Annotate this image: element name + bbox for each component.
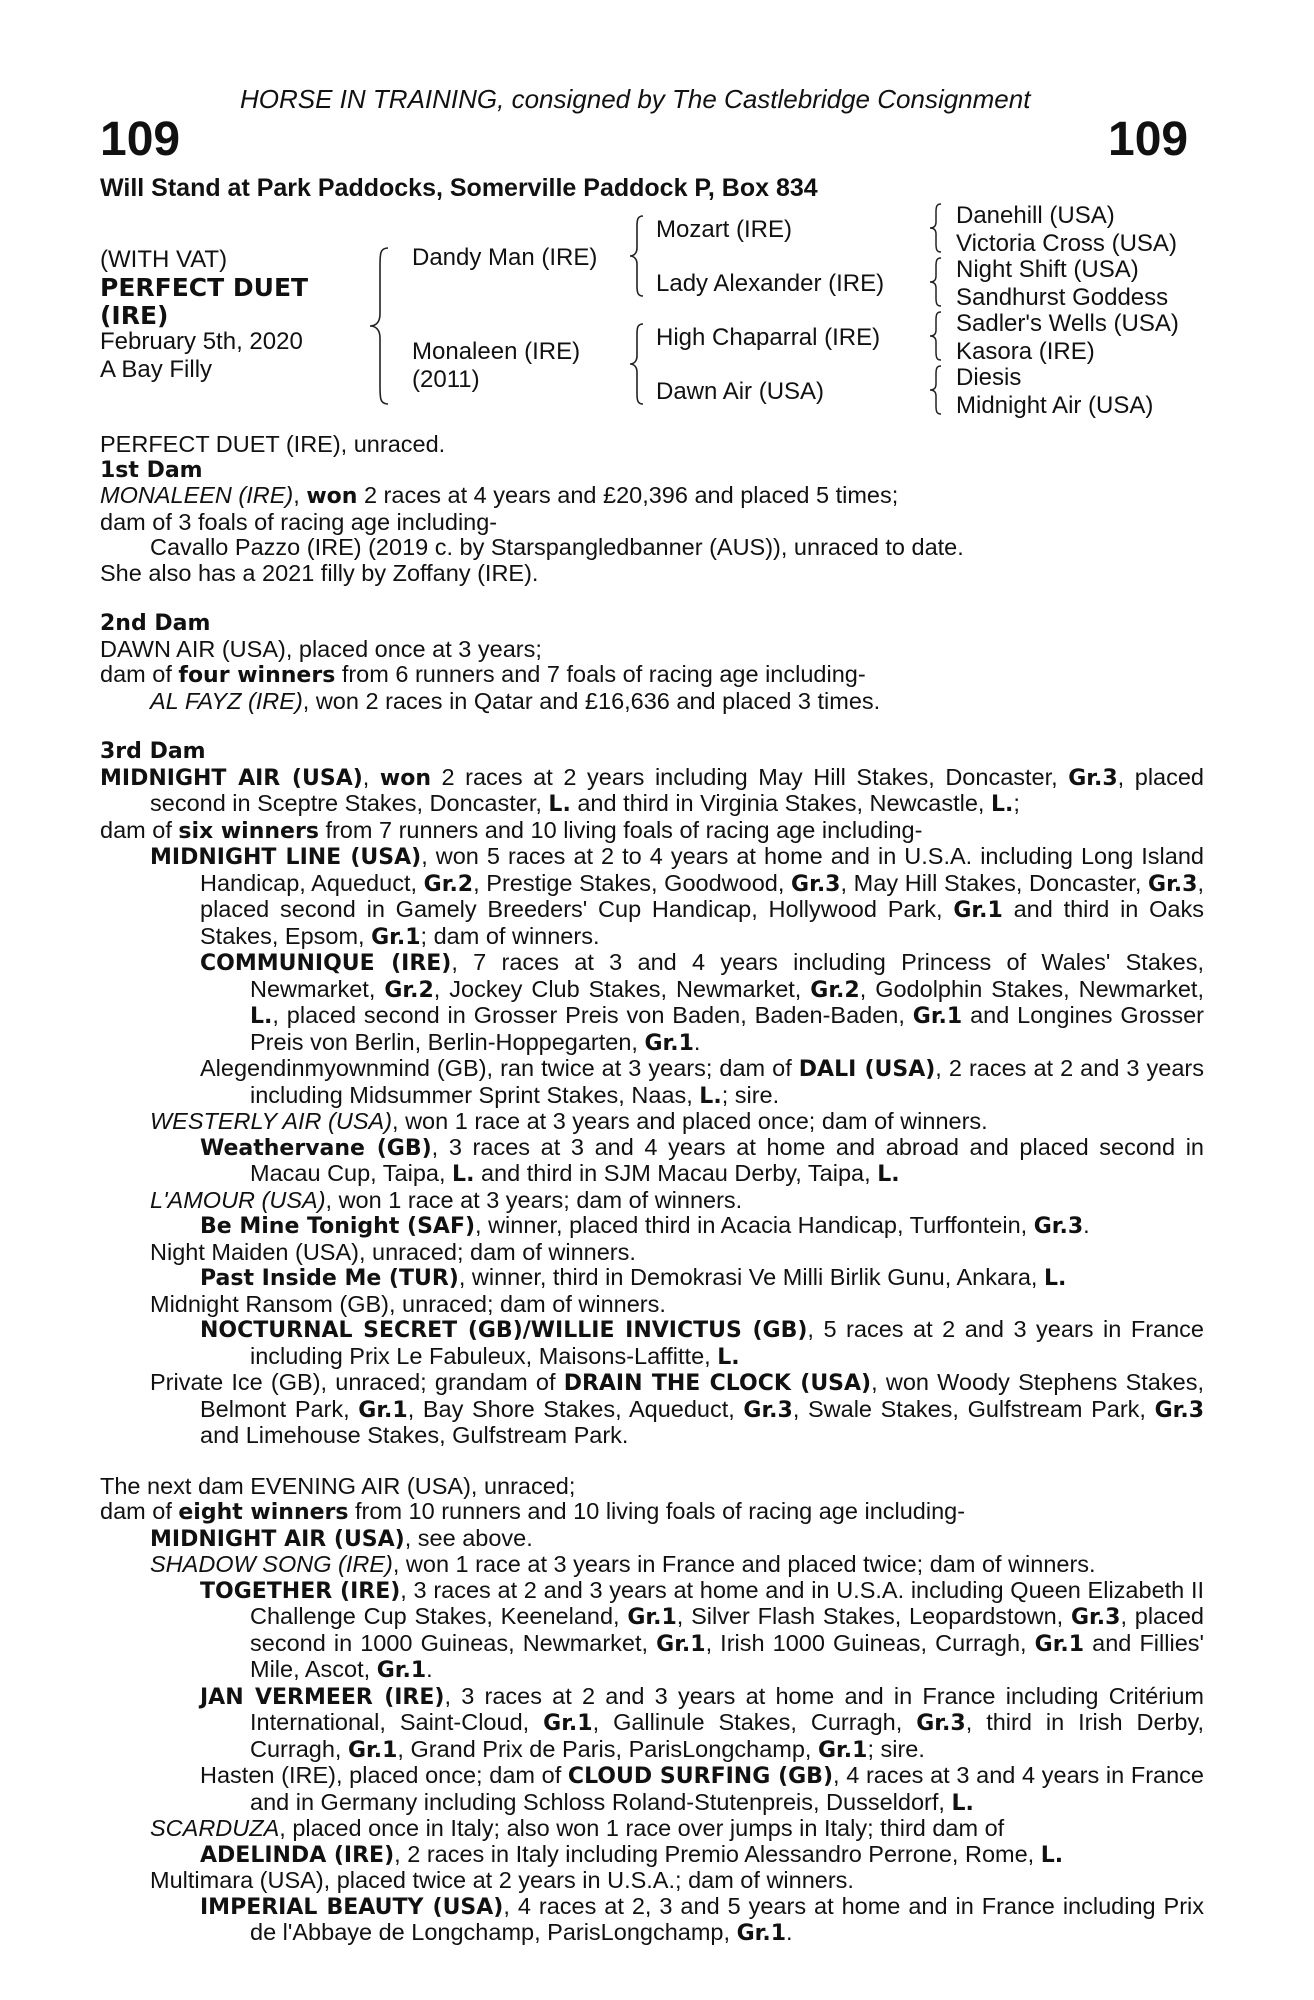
produce-entry: COMMUNIQUE (IRE), 7 races at 3 and 4 years including Princess of Wales' Stakes, Newmarket, Gr.2, Jockey Club Stakes, Newmarket, Gr.2, Godolphin Stakes, Newmarket, L., placed second in Grosser Preis von Baden, Baden-Baden, Gr.1 and Longines Grosser Preis von Berlin, Berlin-Hoppegarten, Gr.1. xyxy=(200,949,1204,1056)
produce-entry: Night Maiden (USA), unraced; dam of winners. xyxy=(150,1238,636,1265)
horse-name-suffix: (IRE) xyxy=(100,301,169,330)
produce-entry: SCARDUZA, placed once in Italy; also won 1 race over jumps in Italy; third dam of xyxy=(150,1815,1005,1841)
produce-entry: SHADOW SONG (IRE), won 1 race at 3 years in France and placed twice; dam of winners. xyxy=(150,1551,1096,1577)
first-dam-para: dam of 3 foals of racing age including- xyxy=(100,508,498,535)
produce-entry: MIDNIGHT LINE (USA), won 5 races at 2 to 4 years at home and in U.S.A. including Long Island Handicap, Aqueduct, Gr.2, Prestige Stakes, Goodwood, Gr.3, May Hill Stakes, Doncaster, Gr.3, placed second in Gamely Breeders' Cup Handicap, Hollywood Park, Gr.1 and third in Oaks Stakes, Epsom, Gr.1; dam of winners. xyxy=(150,843,1204,950)
produce-entry: TOGETHER (IRE), 3 races at 2 and 3 years at home and in U.S.A. including Queen Elizabeth II Challenge Cup Stakes, Keeneland, Gr.1, Silver Flash Stakes, Leopardstown, Gr.3, placed second in 1000 Guineas, Newmarket, Gr.1, Irish 1000 Guineas, Curragh, Gr.1 and Fillies' Mile, Ascot, Gr.1. xyxy=(200,1576,1205,1683)
produce-entry: WESTERLY AIR (USA), won 1 race at 3 years and placed once; dam of winners. xyxy=(150,1108,988,1134)
second-dam-heading: 2nd Dam xyxy=(100,611,211,636)
produce-entry: Weathervane (GB), 3 races at 3 and 4 years at home and abroad and placed second in Macau Cup, Taipa, L. and third in SJM Macau Derby, Taipa, L. xyxy=(200,1133,1205,1187)
foaling-date: February 5th, 2020 xyxy=(100,328,303,355)
gen3-brace-1 xyxy=(928,202,944,258)
produce-entry: Private Ice (GB), unraced; grandam of DRAIN THE CLOCK (USA), won Woody Stephens Stakes, Belmont Park, Gr.1, Bay Shore Stakes, Aqueduct, Gr.3, Swale Stakes, Gulfstream Park, Gr.3 and Limehouse Stakes, Gulfstream Park. xyxy=(150,1369,1204,1448)
dam-sire: High Chaparral (IRE) xyxy=(656,324,881,351)
page-header: HORSE IN TRAINING, consigned by The Castlebridge Consignment xyxy=(240,84,1031,114)
produce-entry: Midnight Ransom (GB), unraced; dam of winners. xyxy=(150,1290,666,1317)
dam-brace xyxy=(628,322,646,410)
third-dam-heading: 3rd Dam xyxy=(100,739,206,764)
sire-name: Dandy Man (IRE) xyxy=(412,244,598,271)
catalogue-text xyxy=(100,432,1204,1947)
gen3-brace-2 xyxy=(928,256,944,312)
vat-note: (WITH VAT) xyxy=(100,246,228,273)
first-dam-heading: 1st Dam xyxy=(100,457,203,483)
next-dam-para: dam of eight winners from 10 runners and 10 living foals of racing age including- xyxy=(100,1498,966,1525)
third-dam-para: dam of six winners from 7 runners and 10 living foals of racing age including- xyxy=(100,816,923,844)
gen3-ddd: Midnight Air (USA) xyxy=(956,392,1154,419)
produce-entry: Cavallo Pazzo (IRE) (2019 c. by Starspangledbanner (AUS)), unraced to date. xyxy=(150,534,964,560)
second-dam-para: DAWN AIR (USA), placed once at 3 years; xyxy=(100,635,542,662)
produce-entry: Past Inside Me (TUR), winner, third in Demokrasi Ve Milli Birlik Gunu, Ankara, L. xyxy=(200,1264,1067,1291)
produce-entry: MIDNIGHT AIR (USA), see above. xyxy=(150,1524,533,1552)
gen3-brace-4 xyxy=(928,364,944,420)
lot-number-left: 109 xyxy=(100,113,181,166)
produce-entry: Hasten (IRE), placed once; dam of CLOUD SURFING (GB), 4 races at 3 and 4 years in France and in Germany including Schloss Roland-Stutenpreis, Dusseldorf, L. xyxy=(200,1762,1204,1816)
horse-race-record: PERFECT DUET (IRE), unraced. xyxy=(100,431,446,457)
gen3-dss: Sadler's Wells (USA) xyxy=(956,310,1179,337)
main-brace xyxy=(368,246,392,410)
sire-dam: Lady Alexander (IRE) xyxy=(656,270,885,297)
first-dam-para: MONALEEN (IRE), won 2 races at 4 years and £20,396 and placed 5 times; xyxy=(100,482,899,509)
produce-entry: AL FAYZ (IRE), won 2 races in Qatar and £16,636 and placed 3 times. xyxy=(150,687,881,714)
next-dam-para: The next dam EVENING AIR (USA), unraced; xyxy=(100,1472,576,1499)
gen3-dds: Diesis xyxy=(956,364,1022,391)
produce-entry: Multimara (USA), placed twice at 2 years in U.S.A.; dam of winners. xyxy=(150,1867,854,1893)
third-dam-para: MIDNIGHT AIR (USA), won 2 races at 2 years including May Hill Stakes, Doncaster, Gr.3, placed second in Sceptre Stakes, Doncaster, L. and third in Virginia Stakes, Newcastle, L.; xyxy=(100,763,1205,817)
sire-sire: Mozart (IRE) xyxy=(656,216,793,243)
produce-entry: IMPERIAL BEAUTY (USA), 4 races at 2, 3 and 5 years at home and in France including Prix de l'Abbaye de Longchamp, ParisLongchamp, Gr.1. xyxy=(200,1892,1205,1946)
produce-entry: Alegendinmyownmind (GB), ran twice at 3 years; dam of DALI (USA), 2 races at 2 and 3 years including Midsummer Sprint Stakes, Naas, L.; sire. xyxy=(200,1055,1204,1109)
produce-entry: JAN VERMEER (IRE), 3 races at 2 and 3 years at home and in France including Critérium International, Saint-Cloud, Gr.1, Gallinule Stakes, Curragh, Gr.3, third in Irish Derby, Curragh, Gr.1, Grand Prix de Paris, ParisLongchamp, Gr.1; sire. xyxy=(200,1682,1204,1763)
second-dam-para: dam of four winners from 6 runners and 7 foals of racing age including- xyxy=(100,661,866,688)
dam-name: Monaleen (IRE) xyxy=(412,338,581,365)
produce-entry: Be Mine Tonight (SAF), winner, placed third in Acacia Handicap, Turffontein, Gr.3. xyxy=(200,1212,1090,1239)
lot-number-right: 109 xyxy=(1108,113,1189,166)
gen3-sds: Night Shift (USA) xyxy=(956,256,1139,283)
sire-brace xyxy=(628,214,646,302)
produce-entry: NOCTURNAL SECRET (GB)/WILLIE INVICTUS (GB), 5 races at 2 and 3 years in France including Prix Le Fabuleux, Maisons-Laffitte, L. xyxy=(200,1316,1204,1370)
first-dam-para: She also has a 2021 filly by Zoffany (IRE). xyxy=(100,559,539,586)
dam-dam: Dawn Air (USA) xyxy=(656,378,825,405)
horse-name: PERFECT DUET xyxy=(100,273,309,302)
produce-entry: L'AMOUR (USA), won 1 race at 3 years; dam of winners. xyxy=(150,1186,743,1213)
stand-location: Will Stand at Park Paddocks, Somerville Paddock P, Box 834 xyxy=(100,174,818,202)
produce-entry: ADELINDA (IRE), 2 races in Italy including Premio Alessandro Perrone, Rome, L. xyxy=(200,1840,1064,1868)
horse-description: A Bay Filly xyxy=(100,356,213,383)
dam-year: (2011) xyxy=(412,366,480,393)
gen3-sdd: Sandhurst Goddess xyxy=(956,284,1169,311)
gen3-ssd: Victoria Cross (USA) xyxy=(956,230,1177,257)
gen3-sss: Danehill (USA) xyxy=(956,202,1115,229)
gen3-brace-3 xyxy=(928,310,944,366)
gen3-dsd: Kasora (IRE) xyxy=(956,338,1095,365)
